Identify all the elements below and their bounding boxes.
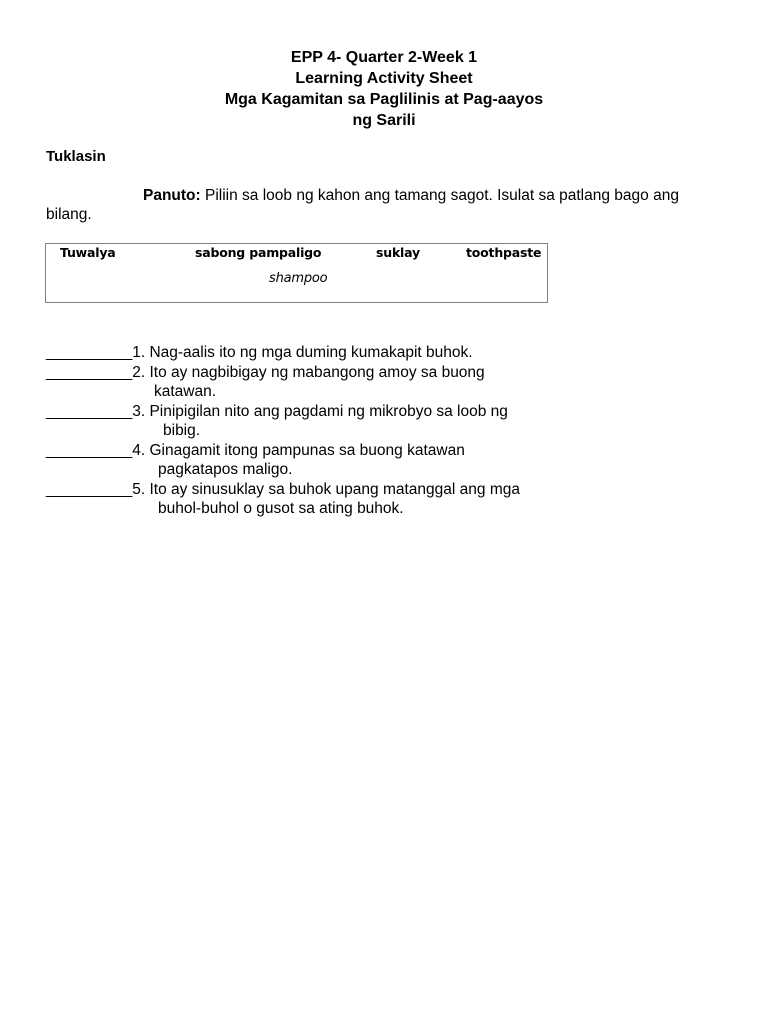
question-text: 1. Nag-aalis ito ng mga duming kumakapit buhok. xyxy=(132,344,473,361)
header-title-line-1: EPP 4- Quarter 2-Week 1 xyxy=(290,49,478,66)
question-text-continued: buhol-buhol o gusot sa ating buhok. xyxy=(158,500,404,517)
question-text-continued: bibig. xyxy=(163,422,201,439)
word-choice: suklay xyxy=(376,245,420,260)
word-choice: shampoo xyxy=(269,271,328,286)
word-choice: sabong pampaligo xyxy=(195,245,322,260)
instruction-paragraph xyxy=(46,186,726,224)
answer-blank[interactable]: __________ xyxy=(46,364,133,381)
question-item xyxy=(46,402,508,421)
question-item xyxy=(46,441,465,460)
question-text: 4. Ginagamit itong pampunas sa buong katawan xyxy=(132,442,465,459)
question-item xyxy=(46,480,520,499)
question-text-continued: katawan. xyxy=(154,383,217,400)
instruction-text: Piliin sa loob ng kahon ang tamang sagot. Isulat sa patlang bago ang bilang. xyxy=(46,187,679,223)
question-text: 3. Pinipigilan nito ang pagdami ng mikrobyo sa loob ng xyxy=(132,403,508,420)
word-choice: toothpaste xyxy=(466,245,542,260)
section-title: Tuklasin xyxy=(46,148,106,165)
instruction-label: Panuto: xyxy=(143,187,201,204)
word-choice-box xyxy=(45,243,548,303)
answer-blank[interactable]: __________ xyxy=(46,442,133,459)
header-title-line-3: Mga Kagamitan sa Paglilinis at Pag-aayos xyxy=(224,91,544,108)
question-text: 2. Ito ay nagbibigay ng mabangong amoy sa buong xyxy=(132,364,485,381)
question-text: 5. Ito ay sinusuklay sa buhok upang matanggal ang mga xyxy=(132,481,520,498)
answer-blank[interactable]: __________ xyxy=(46,481,133,498)
word-choice: Tuwalya xyxy=(60,245,116,260)
header-title-line-4: ng Sarili xyxy=(352,112,416,129)
question-item xyxy=(46,363,485,382)
question-text-continued: pagkatapos maligo. xyxy=(158,461,293,478)
answer-blank[interactable]: __________ xyxy=(46,403,133,420)
question-item xyxy=(46,343,473,362)
answer-blank[interactable]: __________ xyxy=(46,344,133,361)
header-title-line-2: Learning Activity Sheet xyxy=(295,70,473,87)
